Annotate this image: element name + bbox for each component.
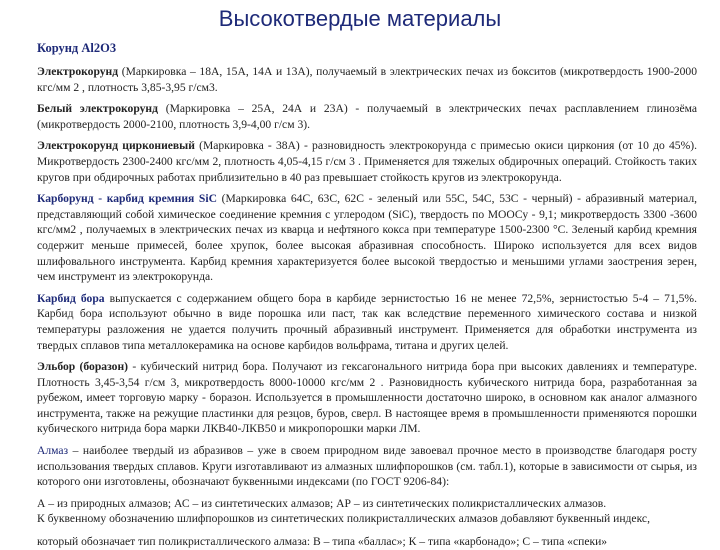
paragraph-carborundum [37, 191, 697, 285]
term-electrocorundum: Электрокорунд [37, 65, 119, 78]
paragraph-boron-carbide [37, 291, 697, 353]
paragraph-white-electrocorundum [37, 101, 697, 132]
paragraph-elbor [37, 359, 697, 437]
page-title: Высокотвердые материалы [218, 6, 502, 31]
paragraph-diamond [37, 443, 697, 490]
paragraph-text: (Маркировка – 18А, 15А, 14А и 13А), получаемый в электрических печах из бокситов (микротвердость 1900-2000 кгс/мм 2 , плотность 3,85-3,95 г/см3. [37, 65, 697, 94]
diamond-type-line: который обозначает тип поликристаллического алмаза: В – типа «баллас»; К – типа «карбонадо»; С – типа «спеки» [37, 535, 608, 549]
term-diamond: Алмаз [37, 444, 69, 458]
term-elbor: Эльбор (боразон) [37, 360, 129, 374]
diamond-index-line: К буквенному обозначению шлифпорошков из синтетических поликристаллических алмазов добавляют буквенный индекс, [37, 512, 650, 526]
paragraph-text: - кубический нитрид бора. Получают из гексагонального нитрида бора при высоких давлениях и температуре. Плотность 3,45-3,54 г/см 3, микротвердость 8000-10000 кгс/мм 2 . Разновидность кубического нитрида бора, разработанная за рубежом, имеет торговую марку - боразон. Используется в промышленности достаточно широко, в основном как аналог алмазного инструмента, также на режущие пластинки для резцов, буров, сверл. В настоящее время в промышленности применяются порошки кубического нитрида бора марки ЛКВ40-ЛКВ50 и микропорошки марки ЛМ. [37, 360, 697, 436]
term-carborundum: Карборунд - карбид кремния SiC [37, 192, 217, 206]
diamond-index-line: А – из природных алмазов; АС – из синтетических алмазов; АР – из синтетических поликристаллических алмазов. [37, 496, 607, 510]
paragraph-text: (Маркировка 64С, 63С, 62С - зеленый или 55С, 54С, 53С - черный) - абразивный материал, представляющий собой химическое соединение кремния с углеродом (SiC), твердость по МООСу - 9,1; микротвердость 3300 -3600 кгс/мм2 , получаемых в электрических печах из кварца и нефтяного кокса при температуре 1500-2300 °С. Зеленый карбид кремния содержит меньше примесей, более хрупок, более высокая абразивная способность. Широко используется для всех видов шлифовального инструмента. Карбид кремния характеризуется более высокой твердостью и меньшими углами заострения зерен, чем инструмент из электрокорунда. [37, 192, 698, 284]
term-zirconium-electrocorundum: Электрокорунд циркониевый [37, 139, 195, 153]
paragraph-zirconium-electrocorundum [37, 138, 697, 185]
section-heading: Корунд Al2O3 [37, 41, 117, 55]
document-body [37, 41, 697, 550]
term-white-electrocorundum: Белый электрокорунд [37, 102, 158, 116]
paragraph-text: (Маркировка - 38А) - разновидность электрокорунда с примесью окиси циркония (от 10 до 45%). Микротвердость 2300-2400 кгс/мм 2, плотность 4,05-4,15 г/см 3 . Применяется для тяжелых обдирочных операций. Стойкость таких кругов при обдирочных работах приблизительно в 40 раз превышает стойкость кругов из электрокорунда. [37, 139, 697, 184]
paragraph-electrocorundum [37, 64, 697, 95]
term-boron-carbide: Карбид бора [37, 291, 105, 305]
paragraph-text: (Маркировка – 25А, 24А и 23А) - получаемый в электрических печах расплавлением глинозёма (микротвердость 2000-2100, плотность 3,9-4,00 г/см 3). [37, 102, 697, 131]
paragraph-text: выпускается с содержанием общего бора в карбиде зернистостью 16 не менее 72,5%, зернистостью 5-4 – 71,5%. Карбид бора используют обычно в виде порошка или паст, так как вследствие переменного химического состава и низкой температуры разложения не удается получить прочный абразивный инструмент. Применяется для обработки инструмента из твердых сплавов типа металлокерамика на основе карбидов вольфрама, титана и других целей. [37, 291, 697, 352]
paragraph-text: – наиболее твердый из абразивов – уже в своем природном виде завоевал прочное место в производстве благодаря росту использования твердых сплавов. Круги изготавливают из алмазных шлифпорошков (см. табл.1), которые в зависимости от сырья, из которого они изготовлены, обозначают буквенными индексами (по ГОСТ 9206-84): [37, 444, 697, 489]
